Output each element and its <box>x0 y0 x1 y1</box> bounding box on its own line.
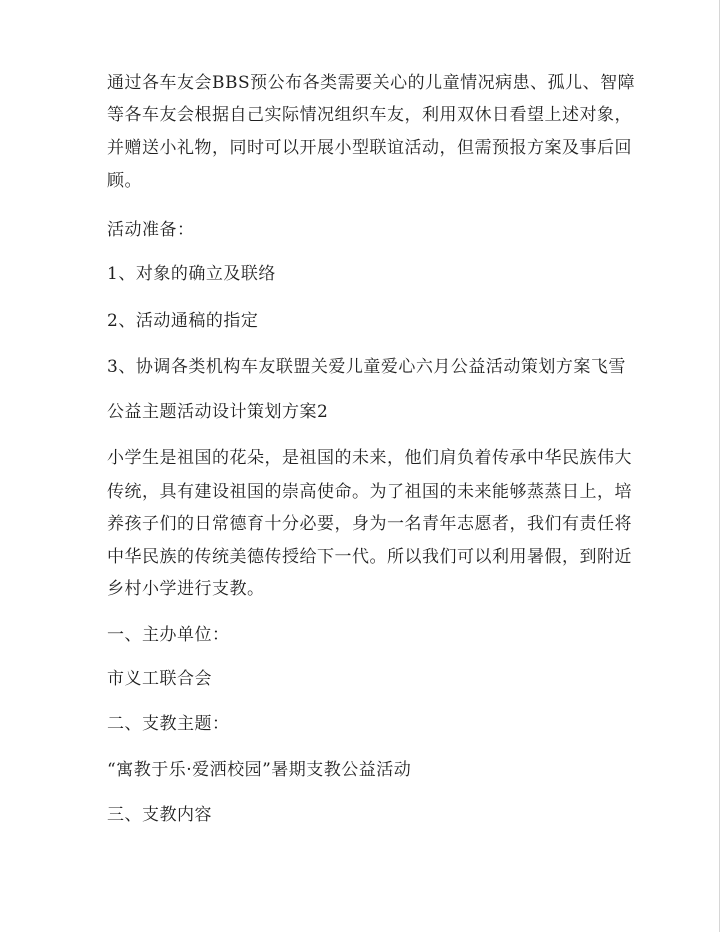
section-heading: 二、支教主题： <box>107 714 230 734</box>
list-item: 3、协调各类机构车友联盟关爱儿童爱心六月公益活动策划方案飞雪 <box>107 357 626 377</box>
list-item: 2、活动通稿的指定 <box>107 311 259 331</box>
paragraph-line: 市义工联合会 <box>107 669 212 689</box>
paragraph-line: 乡村小学进行支教。 <box>107 579 265 599</box>
paragraph-line: 养孩子们的日常德育十分必要，身为一名青年志愿者，我们有责任将 <box>107 514 632 534</box>
section-label: 活动准备： <box>107 220 195 240</box>
list-item: 1、对象的确立及联络 <box>107 264 276 284</box>
paragraph-line: 通过各车友会BBS预公布各类需要关心的儿童情况病患、孤儿、智障 <box>107 73 636 93</box>
paragraph-line: 等各车友会根据自己实际情况组织车友，利用双休日看望上述对象， <box>107 105 632 125</box>
section-title: 公益主题活动设计策划方案2 <box>107 402 329 422</box>
section-heading: 三、支教内容 <box>107 805 212 825</box>
paragraph-line: “寓教于乐·爱洒校园”暑期支教公益活动 <box>107 760 412 780</box>
paragraph-line: 并赠送小礼物，同时可以开展小型联谊活动，但需预报方案及事后回 <box>107 138 632 158</box>
paragraph-line: 小学生是祖国的花朵，是祖国的未来，他们肩负着传承中华民族伟大 <box>107 448 632 468</box>
paragraph-line: 传统，具有建设祖国的崇高使命。为了祖国的未来能够蒸蒸日上，培 <box>107 482 632 502</box>
section-heading: 一、主办单位： <box>107 625 230 645</box>
paragraph-line: 顾。 <box>107 171 142 191</box>
paragraph-line: 中华民族的传统美德传授给下一代。所以我们可以利用暑假，到附近 <box>107 547 632 567</box>
